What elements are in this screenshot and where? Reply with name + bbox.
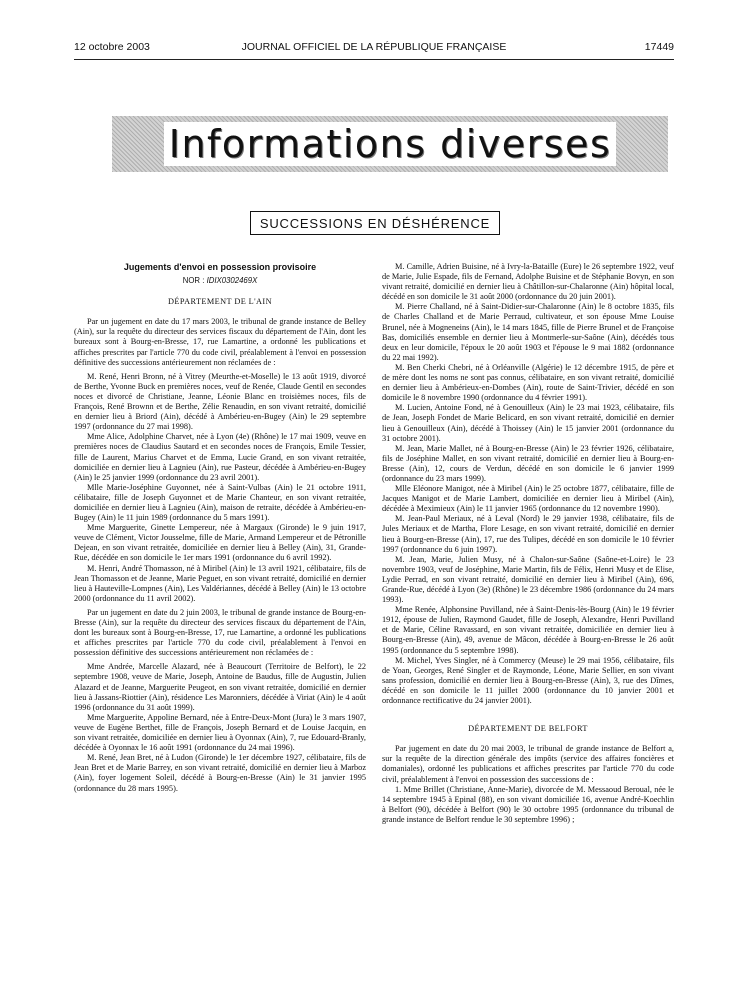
paragraph: Mme Marguerite, Appoline Bernard, née à Entre-Deux-Mont (Jura) le 3 mars 1907, veuve de Eugène Berthet, fille de François, Joseph Bernard et de Louise Jacquin, en son vivant retraitée, domiciliée en dernier lieu à Oyonnax (Ain), 7, rue Edouard-Branly, décédée à Oyonnax le 16 août 1991 (ordonnance du 24 mai 1996). (74, 712, 366, 753)
header-date: 12 octobre 2003 (74, 41, 150, 53)
section-title-box: SUCCESSIONS EN DÉSHÉRENCE (250, 211, 500, 235)
banner-title: Informations diverses (164, 122, 617, 166)
paragraph: M. Michel, Yves Singler, né à Commercy (Meuse) le 29 mai 1956, célibataire, fils de Yoan, Georges, René Singler et de Raymonde, Léone, Marie Sellier, en son vivant sans profession, domicilié en dernier lieu à Bourg-en-Bresse (Ain), 3, rue des Dîmes, décédé en son domicile le 11 juillet 2000 (ordonnance du 10 janvier 2001 et ordonnance rectificative du 24 janvier 2001). (382, 655, 674, 706)
paragraph: M. René, Henri Bronn, né à Vitrey (Meurthe-et-Moselle) le 13 août 1919, divorcé de Berthe, Yvonne Buck en premières noces, veuf de Renée, Claude Gentil en secondes noces et divorcé de Christiane, Jeanne, Léonie Blanc en troisièmes noces, fils de François, René Brownn et de Berthe, Zélie Renaudin, en son vivant retraité, domicilié en dernier lieu à Briord (Ain), décédé à Ambérieu-en-Bugey (Ain) le 29 septembre 1997 (ordonnance du 27 mai 1998). (74, 371, 366, 432)
paragraph: Par jugement en date du 20 mai 2003, le tribunal de grande instance de Belfort a, sur la requête de la direction générale des impôts (service des affaires foncières et domaniales), ordonné les publications et affiches prescrites par l'article 770 du code civil, préalablement à l'envoi en possession des successions de : (382, 744, 674, 784)
paragraph: Mme Alice, Adolphine Charvet, née à Lyon (4e) (Rhône) le 17 mai 1909, veuve en premières noces de Claudius Sautard et en secondes noces de François, Emile Tessier, fille de Laurent, Marius Charvet et de Emma, Lucie Grand, en son vivant retraitée, domiciliée en dernier lieu à Lagnieu (Ain), rue Pasteur, décédée à Ambérieu-en-Bugey (Ain) le 25 janvier 1999 (ordonnance du 23 avril 2001). (74, 432, 366, 482)
department-heading-ain: DÉPARTEMENT DE L'AIN (168, 297, 272, 307)
paragraph: M. Pierre Challand, né à Saint-Didier-sur-Chalaronne (Ain) le 8 octobre 1835, fils de Charles Challand et de Marie Perraud, cultivateur, et son épouse Mme Louise Brunel, née à Mogneneins (Ain), le 14 mars 1845, fille de Pierre Brunel et de Françoise Bas, domiciliés ensemble en dernier lieu à Montmerle-sur-Saône (Ain), décédés tous deux en leur domicile, l'époux le 20 août 1903 et l'épouse le 9 mai 1882 (ordonnance du 22 mai 1992). (382, 302, 674, 362)
paragraph: Mme Renée, Alphonsine Puvilland, née à Saint-Denis-lès-Bourg (Ain) le 19 février 1912, épouse de Julien, Raymond Gaudet, fille de Joseph, Alexandre, Henri Puvilland et de Marie, Céline Ravassard, en son vivant retraitée, domiciliée en dernier lieu à Bourg-en-Bresse (Ain), 49, avenue de Mâcon, décédée à Bourg-en-Bresse le 26 août 1995 (ordonnance du 5 septembre 1998). (382, 605, 674, 655)
right-column (382, 262, 674, 825)
paragraph: 1. Mme Brillet (Christiane, Anne-Marie), divorcée de M. Messaoud Beroual, née le 14 septembre 1945 à Epinal (88), en son vivant domiciliée 16, avenue André-Koechlin à Belfort (90), décédée à Belfort (90) le 30 octobre 1995 (ordonnance du tribunal de grande instance de Belfort rendue le 30 septembre 1996) ; (382, 784, 674, 824)
paragraph: Mme Marguerite, Ginette Lempereur, née à Margaux (Gironde) le 9 juin 1917, veuve de Clément, Victor Jousselme, fille de Marie, Armand Lempereur et de Pétronille Dejean, en son vivant retraitée, domiciliée en dernier lieu à Belley (Ain), 31, Grande-Rue, décédée en son domicile le 1er mars 1991 (ordonnance du 6 avril 1992). (74, 523, 366, 563)
paragraph: M. Jean, Marie, Julien Musy, né à Chalon-sur-Saône (Saône-et-Loire) le 23 novembre 1903, veuf de Joséphine, Marie Martin, fils de Félix, Henri Musy et de Elise, Lydie Perrad, en son vivant retraité, domicilié en dernier lieu à Miribel (Ain), 696, Grande-Rue, décédé à Lyon (3e) (Rhône) le 23 décembre 1986 (ordonnance du 24 mars 1993). (382, 554, 674, 605)
nor-label: NOR : (182, 276, 205, 286)
paragraph: M. Jean-Paul Meriaux, né à Leval (Nord) le 29 janvier 1938, célibataire, fils de Jules Meriaux et de Martha, Flore Lesage, en son vivant retraité, domicilié en dernier lieu à Bourg-en-Bresse (Ain), 17, rue des Tulipes, décédé en son domicile le 10 février 1997 (ordonnance du 6 juin 1997). (382, 514, 674, 554)
paragraph: M. Ben Cherki Chebri, né à Orléanville (Algérie) le 12 décembre 1915, de père et de mère dont les noms ne sont pas connus, célibataire, en son vivant retraité, domicilié en dernier lieu à Ambérieux-en-Dombes (Ain), route de Saint-Trivier, décédé en son domicile le 8 novembre 1990 (ordonnance du 4 février 1991). (382, 362, 674, 403)
paragraph: M. Henri, André Thomasson, né à Miribel (Ain) le 13 avril 1921, célibataire, fils de Jean Thomasson et de Jeanne, Marie Peguet, en son vivant retraité, domicilié en dernier lieu à Hauteville-Lompnes (Ain), Les Valdériannes, décédé à Belley (Ain) le 13 octobre 2000 (ordonnance du 11 avril 2002). (74, 563, 366, 603)
section-banner (112, 116, 668, 172)
paragraph: Mlle Marie-Joséphine Guyonnet, née à Saint-Vulbas (Ain) le 21 octobre 1911, célibataire, fille de Joseph Guyonnet et de Marie Chanteur, en son vivant retraitée, domiciliée en dernier lieu à Lagnieu (Ain), maison de retraite, décédée à Ambérieu-en-Bugey (Ain) le 11 juin 1989 (ordonnance du 5 mars 1991). (74, 482, 366, 523)
paragraph: Mme Andrée, Marcelle Alazard, née à Beaucourt (Territoire de Belfort), le 22 septembre 1908, veuve de Marie, Joseph, Antoine de Baudus, fille de Augustin, Julien Alazard et de Jeanne, Marguerite Peugeot, en son vivant retraitée, domicilié en dernier lieu à Jassans-Riottier (Ain), résidence Les Maronniers, décédée à Viriat (Ain) le 4 août 1996 (ordonnance du 31 août 1999). (74, 662, 366, 712)
article-title: Jugements d'envoi en possession provisoire (123, 262, 317, 272)
paragraph: M. Jean, Marie Mallet, né à Bourg-en-Bresse (Ain) le 23 février 1926, célibataire, fils de Joséphine Mallet, en son vivant retraité, domicilié en dernier lieu à Bourg-en-Bresse (Ain), 12, cours de Verdun, décédé en son domicile le 6 janvier 1999 (ordonnance du 23 mars 1999). (382, 443, 674, 483)
header-journal-title: JOURNAL OFFICIEL DE LA RÉPUBLIQUE FRANÇAISE (241, 41, 507, 53)
paragraph: Par un jugement en date du 2 juin 2003, le tribunal de grande instance de Bourg-en-Bresse (Ain), sur la requête du directeur des services fiscaux du département de l'Ain, dont les bureaux sont à Bourg-en-Bresse, 17, rue Lamartine, a ordonné les publications et affiches prescrites par l'article 770 du code civil, préalablement à l'envoi en possession définitive des successions antérieurement non réclamées de : (74, 607, 366, 658)
header-rule (74, 59, 674, 60)
paragraph: M. René, Jean Bret, né à Ludon (Gironde) le 1er décembre 1927, célibataire, fils de Jean Bret et de Marie Barrey, en son vivant retraité, domicilié en dernier lieu à Marboz (Ain), foyer logement Soleil, décédé à Bourg-en-Bresse (Ain) le 31 janvier 1995 (ordonnance du 28 mars 1995). (74, 753, 366, 793)
department-heading-belfort: DÉPARTEMENT DE BELFORT (468, 724, 588, 734)
page-header (74, 41, 674, 57)
left-column (74, 262, 366, 794)
nor-code: IDIX0302469X (206, 276, 258, 286)
paragraph: M. Camille, Adrien Buisine, né à Ivry-la-Bataille (Eure) le 26 septembre 1922, veuf de Marie, Julie Espade, fils de Fernand, Adolphe Buisine et de Stéphanie Bovyn, en son vivant retraité, domicilié en dernier lieu à Châtillon-sur-Chalaronne (Ain) hôpital local, décédé en son domicile le 31 août 2000 (ordonnance du 20 juin 2001). (382, 262, 674, 302)
paragraph: Par un jugement en date du 17 mars 2003, le tribunal de grande instance de Belley (Ain), sur la requête du directeur des services fiscaux du département de l'Ain, dont les bureaux sont à Bourg-en-Bresse, 17, rue Lamartine, a ordonné les publications et affiches prescrites par l'article 770 du code civil, préalablement à l'envoi en possession définitive des successions antérieurement non réclamées de : (74, 317, 366, 367)
header-page-number: 17449 (644, 41, 674, 53)
paragraph: M. Lucien, Antoine Fond, né à Genouilleux (Ain) le 23 mai 1923, célibataire, fils de Jean, Joseph Fondet de Marie Belicard, en son vivant retraité, domicilié en dernier lieu à Genouilleux (Ain), décédé à Thoissey (Ain) le 15 janvier 2001 (ordonnance du 31 octobre 2001). (382, 403, 674, 443)
paragraph: Mlle Eléonore Manigot, née à Miribel (Ain) le 25 octobre 1877, célibataire, fille de Jacques Manigot et de Marie Lambert, domiciliée en dernier lieu à Miribel (Ain), décédée à Meximieux (Ain) le 11 janvier 1965 (ordonnance du 12 novembre 1990). (382, 484, 674, 514)
nor-reference (74, 276, 366, 286)
